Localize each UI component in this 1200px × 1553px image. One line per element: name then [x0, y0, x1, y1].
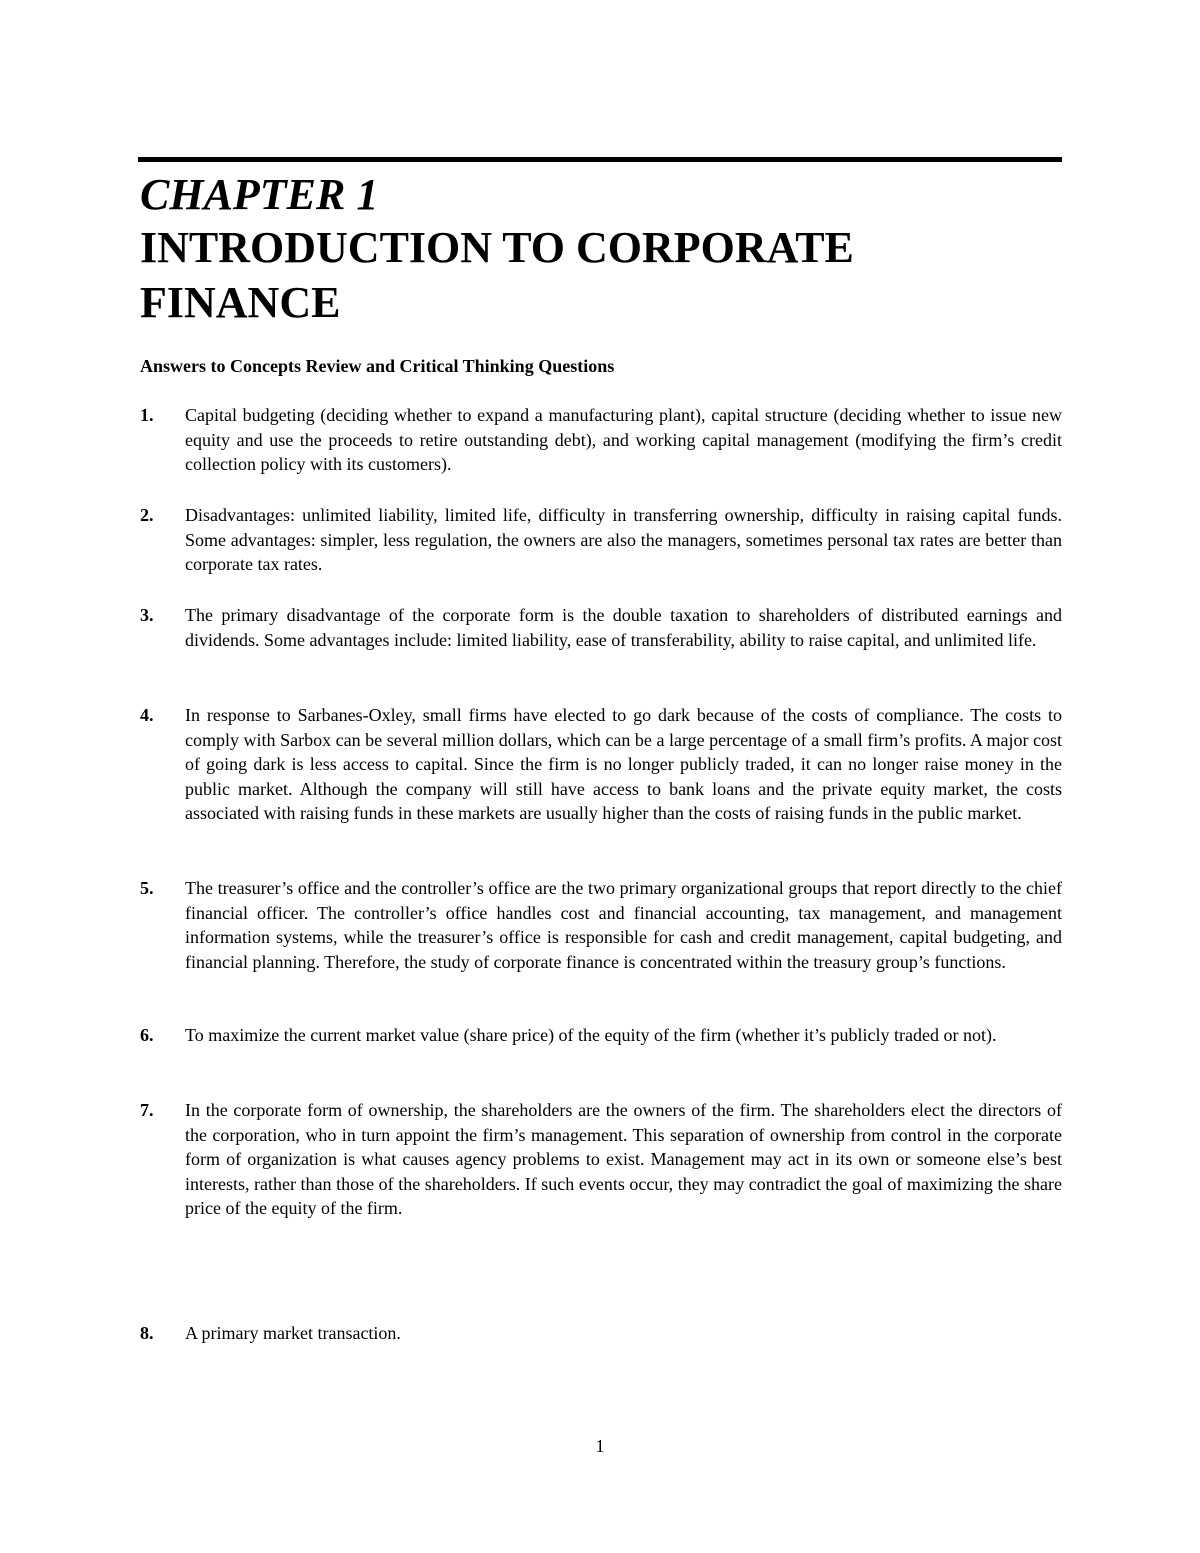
- answer-number: 2.: [140, 505, 154, 525]
- answer-text: The treasurer’s office and the controller’s office are the two primary organizational groups that report directly to the chief financial officer. The controller’s office handles cost and financial accounting, tax management, and management information systems, while the treasurer’s office is responsible for cash and credit management, capital budgeting, and financial planning. Therefore, the study of corporate finance is concentrated within the treasury group’s functions.: [185, 878, 1062, 972]
- answer-item-4: [140, 703, 1062, 826]
- answer-item-8: [140, 1321, 1062, 1346]
- answer-number: 7.: [140, 1100, 154, 1120]
- answer-text: In response to Sarbanes-Oxley, small firms have elected to go dark because of the costs of compliance. The costs to comply with Sarbox can be several million dollars, which can be a large percentage of a small firm’s profits. A major cost of going dark is less access to capital. Since the firm is no longer publicly traded, it can no longer raise money in the public market. Although the company will still have access to bank loans and the private equity market, the costs associated with raising funds in these markets are usually higher than the costs of raising funds in the public market.: [185, 705, 1062, 824]
- answer-number: 1.: [140, 405, 154, 425]
- answer-item-6: [140, 1023, 1062, 1048]
- chapter-title: INTRODUCTION TO CORPORATE FINANCE: [140, 223, 854, 327]
- answer-number: 5.: [140, 878, 154, 898]
- answer-text: In the corporate form of ownership, the shareholders are the owners of the firm. The shareholders elect the directors of the corporation, who in turn appoint the firm’s management. This separation of ownership from control in the corporate form of organization is what causes agency problems to exist. Management may act in its own or someone else’s best interests, rather than those of the shareholders. If such events occur, they may contradict the goal of maximizing the share price of the equity of the firm.: [185, 1100, 1062, 1219]
- answer-text: Disadvantages: unlimited liability, limited life, difficulty in transferring ownership, difficulty in raising capital funds. Some advantages: simpler, less regulation, the owners are also the managers, sometimes personal tax rates are better than corporate tax rates.: [185, 505, 1062, 575]
- answer-item-3: [140, 603, 1062, 652]
- answer-text: Capital budgeting (deciding whether to expand a manufacturing plant), capital structure (deciding whether to issue new equity and use the proceeds to retire outstanding debt), and working capital management (modifying the firm’s credit collection policy with its customers).: [185, 405, 1062, 475]
- answer-item-7: [140, 1098, 1062, 1221]
- answer-number: 6.: [140, 1025, 154, 1045]
- answer-number: 8.: [140, 1323, 154, 1343]
- section-heading: Answers to Concepts Review and Critical Thinking Questions: [140, 356, 615, 376]
- chapter-top-rule: [138, 157, 1062, 162]
- answer-number: 3.: [140, 605, 154, 625]
- answer-item-5: [140, 876, 1062, 974]
- answer-item-1: [140, 403, 1062, 477]
- answer-text: To maximize the current market value (share price) of the equity of the firm (whether it’s publicly traded or not).: [185, 1025, 997, 1045]
- answer-item-2: [140, 503, 1062, 577]
- answer-number: 4.: [140, 705, 154, 725]
- answer-text: The primary disadvantage of the corporate form is the double taxation to shareholders of distributed earnings and dividends. Some advantages include: limited liability, ease of transferability, ability to raise capital, and unlimited life.: [185, 605, 1062, 650]
- chapter-label: CHAPTER 1: [140, 170, 379, 219]
- page-number: 1: [595, 1436, 605, 1456]
- answer-text: A primary market transaction.: [185, 1323, 401, 1343]
